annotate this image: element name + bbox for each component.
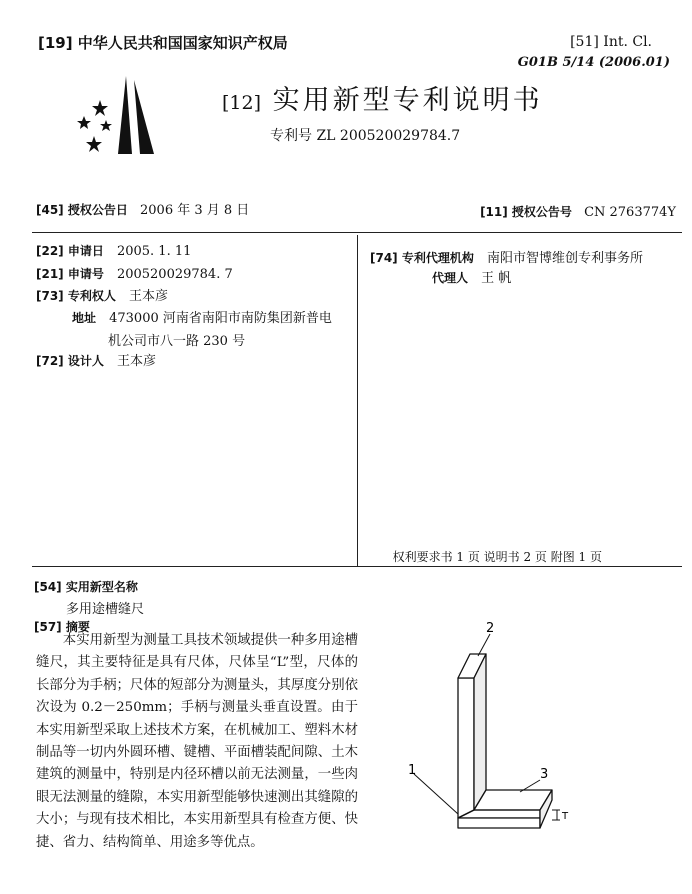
application-date-label: [22] 申请日 bbox=[36, 244, 104, 258]
utility-name-label: [54] 实用新型名称 bbox=[34, 580, 138, 594]
patentee-field bbox=[36, 285, 168, 304]
figure-label-2: 2 bbox=[486, 621, 495, 636]
application-date-field bbox=[36, 240, 191, 259]
doc-code: [12] bbox=[222, 92, 262, 114]
pages-info: 权利要求书 1 页 说明书 2 页 附图 1 页 bbox=[392, 550, 602, 564]
patent-number: 专利号 ZL 200520029784.7 bbox=[270, 128, 461, 144]
figure-label-3: 3 bbox=[540, 767, 549, 782]
sipo-emblem-icon bbox=[70, 72, 170, 162]
application-date-value: 2005. 1. 11 bbox=[116, 244, 192, 259]
grant-date-label: [45] 授权公告日 bbox=[36, 203, 128, 217]
patentee-label: [73] 专利权人 bbox=[36, 289, 116, 303]
address-line-1: 473000 河南省南阳市南防集团新普电 bbox=[109, 311, 332, 326]
abstract-text: 本实用新型为测量工具技术领域提供一种多用途槽缝尺，其主要特征是具有尺体，尺体呈“L”型，尺体的长部分为手柄；尺体的短部分为测量头，其厚度分别依次设为 0.2－250mm；手柄与测量头垂直设置。由于本实用新型采取上述技术方案，在机械加工、塑料木材制品等一切内外圆环槽、键槽、平面槽装配间隙、土木建筑的测量中，特别是内径环槽以前无法测量，一些肉眼无法测量的缝隙，本实用新型能够快速测出其缝隙的大小；与现有技术相比，本实用新型具有检查方便、快捷、省力、结构简单、用途多等优点。 bbox=[36, 633, 358, 850]
divider-top bbox=[32, 232, 682, 233]
patentee-value: 王本彦 bbox=[128, 289, 168, 304]
designer-field bbox=[36, 350, 156, 369]
application-number-field bbox=[36, 263, 233, 282]
agent-label: 代理人 bbox=[432, 271, 469, 285]
utility-name-field bbox=[34, 576, 146, 595]
utility-name-value: 多用途槽缝尺 bbox=[66, 602, 145, 617]
document-title bbox=[222, 78, 543, 117]
figure-label-t: T bbox=[562, 811, 569, 822]
figure-label-1: 1 bbox=[408, 763, 417, 778]
l-ruler-figure bbox=[400, 614, 580, 854]
int-cl-label: [51] Int. Cl. bbox=[570, 34, 652, 50]
address-line-2: 机公司市八一路 230 号 bbox=[108, 334, 246, 349]
divider-vertical bbox=[357, 235, 358, 566]
office-name: [19] 中华人民共和国国家知识产权局 bbox=[38, 34, 288, 52]
application-number-value: 200520029784. 7 bbox=[116, 267, 233, 282]
ipc-code: G01B 5/14 (2006.01) bbox=[517, 55, 670, 70]
pub-number-value: CN 2763774Y bbox=[584, 205, 676, 220]
designer-value: 王本彦 bbox=[116, 354, 156, 369]
address-field bbox=[72, 307, 332, 326]
divider-bottom bbox=[32, 566, 682, 567]
doc-title-text: 实用新型专利说明书 bbox=[272, 85, 543, 116]
application-number-label: [21] 申请号 bbox=[36, 267, 104, 281]
agent-value: 王 帆 bbox=[481, 271, 512, 286]
abstract-label: [57] 摘要 bbox=[34, 620, 90, 634]
agency-label: [74] 专利代理机构 bbox=[370, 251, 474, 265]
agent-field bbox=[432, 267, 511, 286]
grant-date-field bbox=[36, 199, 249, 218]
grant-date-value: 2006 年 3 月 8 日 bbox=[140, 203, 250, 218]
agency-value: 南阳市智博维创专利事务所 bbox=[486, 251, 643, 266]
agency-field bbox=[370, 247, 643, 266]
pub-number-field bbox=[480, 203, 676, 220]
address-label: 地址 bbox=[72, 311, 97, 325]
pub-number-label: [11] 授权公告号 bbox=[480, 205, 572, 219]
designer-label: [72] 设计人 bbox=[36, 354, 104, 368]
